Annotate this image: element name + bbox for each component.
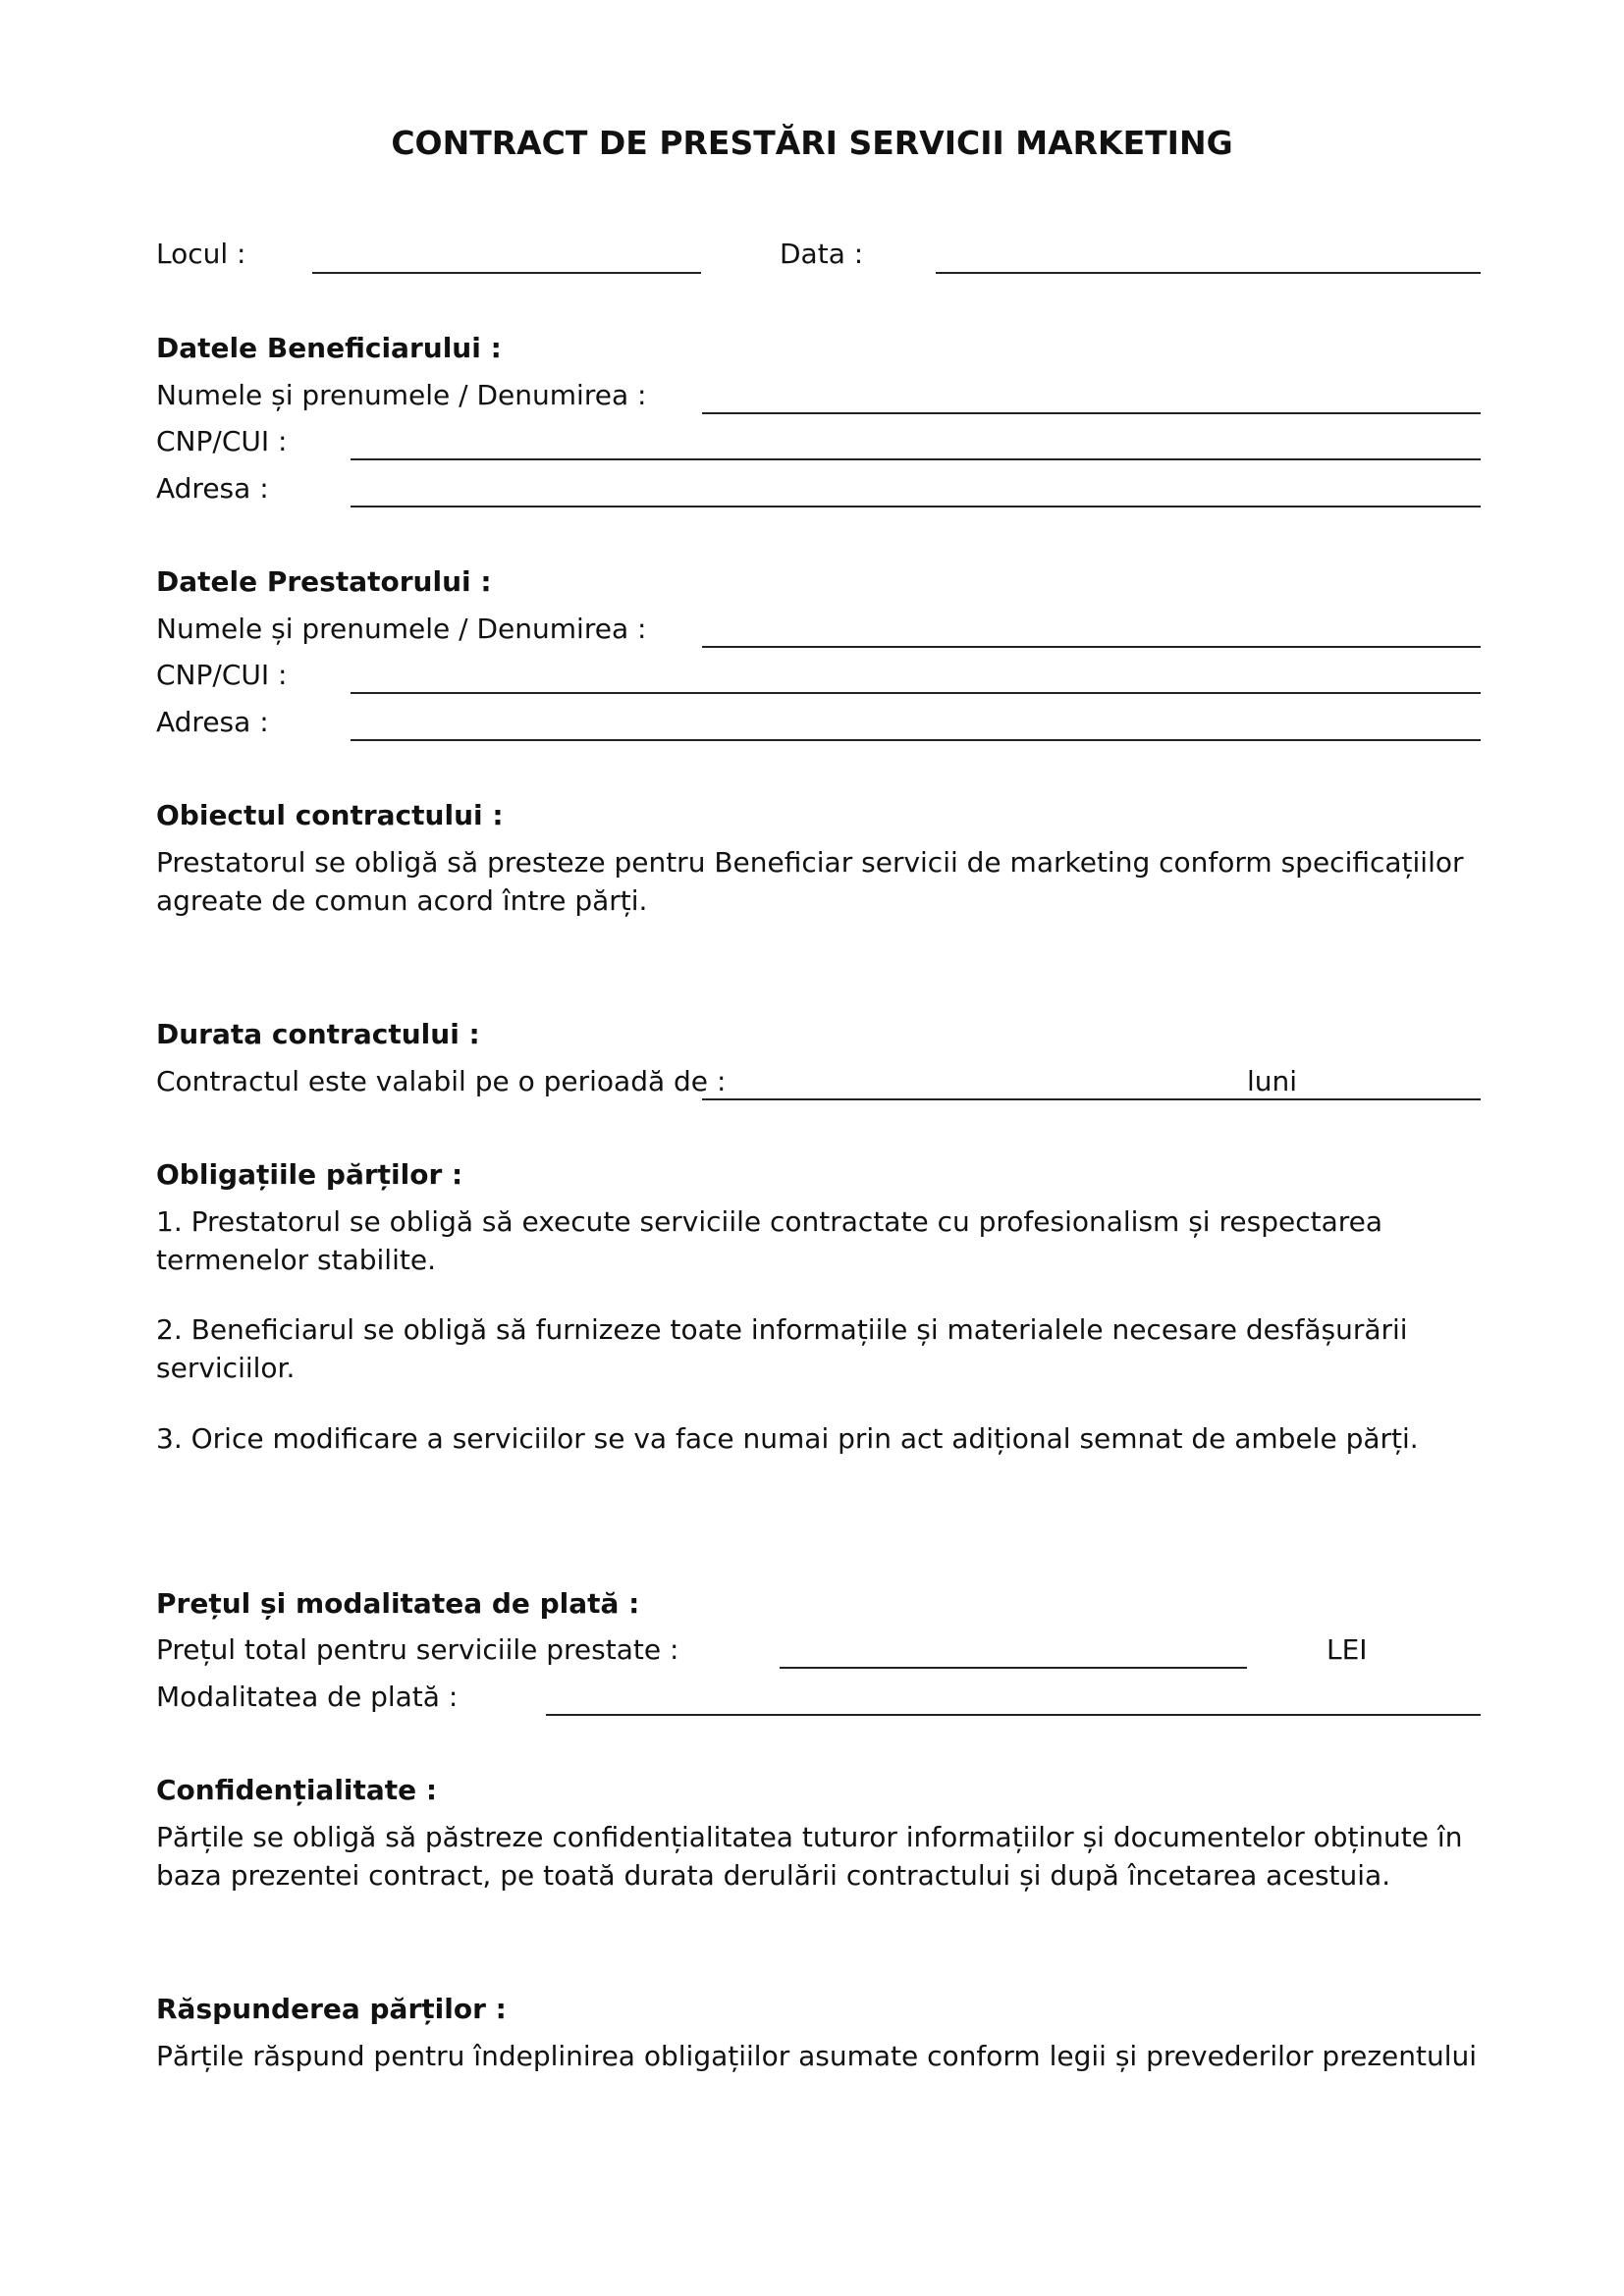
- pret-payment-label: Modalitatea de plată :: [156, 1681, 459, 1713]
- obiect-text-line: Prestatorul se obligă să presteze pentru Beneficiar servicii de marketing conform specificațiilor: [156, 846, 1464, 879]
- obligatii-item-line: termenelor stabilite.: [156, 1244, 436, 1276]
- beneficiar-heading: Datele Beneficiarului :: [156, 332, 502, 364]
- data-label: Data :: [780, 238, 864, 270]
- prestator-name-field[interactable]: [702, 646, 1481, 648]
- beneficiar-name-label: Numele și prenumele / Denumirea :: [156, 379, 647, 411]
- pret-total-field[interactable]: [780, 1667, 1247, 1669]
- confidentialitate-text-line: Părțile se obligă să păstreze confidențialitatea tuturor informațiilor și documentelor obținute în: [156, 1821, 1463, 1853]
- raspundere-text-line: Părțile răspund pentru îndeplinirea obligațiilor asumate conform legii și prevederilor prezentului: [156, 2040, 1478, 2072]
- pret-total-label: Prețul total pentru serviciile prestate :: [156, 1633, 679, 1666]
- durata-heading: Durata contractului :: [156, 1018, 480, 1050]
- obligatii-heading: Obligațiile părților :: [156, 1158, 463, 1191]
- obligatii-item-line: 1. Prestatorul se obligă să execute serviciile contractate cu profesionalism și respectarea: [156, 1205, 1383, 1238]
- obligatii-item-line: serviciilor.: [156, 1352, 296, 1384]
- locul-field[interactable]: [312, 272, 701, 274]
- prestator-cnp-label: CNP/CUI :: [156, 659, 288, 691]
- beneficiar-address-field[interactable]: [351, 506, 1481, 507]
- beneficiar-cnp-field[interactable]: [351, 458, 1481, 460]
- raspundere-heading: Răspunderea părților :: [156, 1993, 507, 2025]
- beneficiar-address-label: Adresa :: [156, 472, 269, 505]
- locul-label: Locul :: [156, 238, 246, 270]
- pret-currency: LEI: [1326, 1633, 1368, 1666]
- beneficiar-name-field[interactable]: [702, 412, 1481, 414]
- prestator-name-label: Numele și prenumele / Denumirea :: [156, 613, 647, 645]
- durata-field[interactable]: [702, 1098, 1481, 1100]
- document-title: CONTRACT DE PRESTĂRI SERVICII MARKETING: [391, 124, 1233, 162]
- obligatii-item-line: 3. Orice modificare a serviciilor se va face numai prin act adițional semnat de ambele părți.: [156, 1422, 1419, 1455]
- prestator-cnp-field[interactable]: [351, 692, 1481, 694]
- durata-unit: luni: [1247, 1065, 1298, 1097]
- prestator-heading: Datele Prestatorului :: [156, 565, 492, 598]
- pret-heading: Prețul și modalitatea de plată :: [156, 1587, 640, 1620]
- prestator-address-field[interactable]: [351, 739, 1481, 741]
- confidentialitate-heading: Confidențialitate :: [156, 1774, 438, 1806]
- obiect-heading: Obiectul contractului :: [156, 799, 504, 831]
- prestator-address-label: Adresa :: [156, 706, 269, 738]
- obligatii-item-line: 2. Beneficiarul se obligă să furnizeze toate informațiile și materialele necesare desfășurării: [156, 1313, 1408, 1346]
- data-field[interactable]: [936, 272, 1481, 274]
- confidentialitate-text-line: baza prezentei contract, pe toată durata derulării contractului și după încetarea acestuia.: [156, 1859, 1391, 1892]
- durata-label: Contractul este valabil pe o perioadă de :: [156, 1065, 727, 1097]
- beneficiar-cnp-label: CNP/CUI :: [156, 425, 288, 457]
- obiect-text-line: agreate de comun acord între părți.: [156, 884, 648, 917]
- pret-payment-field[interactable]: [546, 1714, 1481, 1716]
